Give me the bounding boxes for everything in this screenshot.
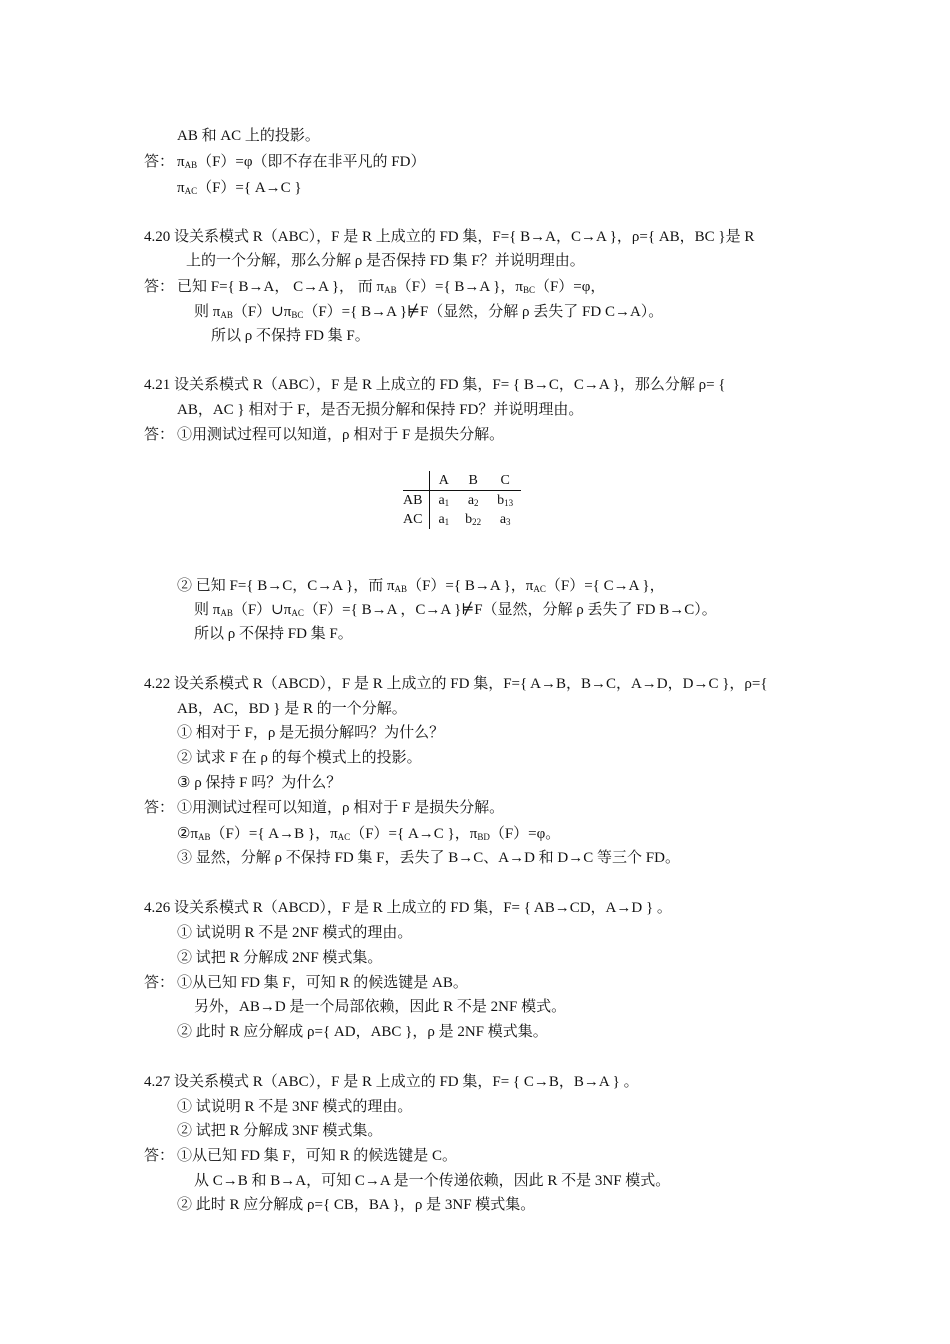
table-header: C — [489, 471, 521, 491]
answer-text: ② 此时 R 应分解成 ρ={ AD，ABC }，ρ 是 2NF 模式集。 — [177, 1024, 548, 1040]
table-cell: $b_{13}$ — [497, 492, 514, 508]
table-corner — [403, 471, 430, 491]
question-text: AB，AC } 相对于 F，是否无损分解和保持 FD？并说明理由。 — [177, 402, 584, 418]
table-cell: $b_{22}$ — [465, 511, 482, 527]
answer-text: 则 $\pi_{AB}(F)\cup\pi_{AC}(F)=${ B→A ，C→A }⊭F（显然，分解 ρ 丢失了 FD B→C）。 — [194, 602, 717, 618]
table-cell: $a_1$ — [438, 492, 450, 508]
answer-prefix: 答： — [144, 975, 175, 991]
table-cell: $a_1$ — [438, 511, 450, 527]
answer-prefix: 答： — [144, 800, 175, 816]
answer-text: ③ 显然，分解 ρ 不保持 FD 集 F，丢失了 B→C、A→D 和 D→C 等三个 FD。 — [177, 850, 680, 866]
row-label: AB — [403, 491, 430, 511]
answer-text: 则 $\pi_{AB}(F)\cup\pi_{BC}(F)=${ B→A }⊭F（显然，分解 ρ 丢失了 FD C→A）。 — [194, 304, 664, 320]
question-item: ③ ρ 保持 F 吗？为什么？ — [177, 775, 342, 791]
question-item: ② 试把 R 分解成 3NF 模式集。 — [177, 1123, 383, 1139]
table-cell: $a_3$ — [499, 511, 511, 527]
answer-prefix: 答： — [144, 1148, 175, 1164]
text-line: $\pi_{AB}(F)=\varphi$（即不存在非平凡的 FD） — [177, 154, 426, 170]
answer-prefix: 答： — [144, 154, 175, 170]
text-line: $\pi_{AC}(F)=${ A→C } — [177, 180, 302, 196]
question-text: 4.21 设关系模式 R（ABC），F 是 R 上成立的 FD 集，F= { B→C，C→A }，那么分解 ρ= { — [144, 377, 726, 393]
table-cell: $a_2$ — [467, 492, 479, 508]
table-header: B — [457, 471, 489, 491]
answer-text: ①从已知 FD 集 F，可知 R 的候选键是 AB。 — [177, 975, 468, 991]
answer-text: ①从已知 FD 集 F，可知 R 的候选键是 C。 — [177, 1148, 458, 1164]
table-row — [403, 491, 521, 511]
question-text: 4.22 设关系模式 R（ABCD），F 是 R 上成立的 FD 集，F={ A→B，B→C，A→D，D→C }，ρ={ — [144, 676, 768, 692]
answer-text: 所以 ρ 不保持 FD 集 F。 — [211, 328, 370, 344]
question-item: ① 相对于 F，ρ 是无损分解吗？为什么？ — [177, 725, 445, 741]
answer-text: ② 此时 R 应分解成 ρ={ CB，BA }，ρ 是 3NF 模式集。 — [177, 1197, 536, 1213]
table-header: A — [430, 471, 457, 491]
question-item: ② 试求 F 在 ρ 的每个模式上的投影。 — [177, 750, 422, 766]
question-item: ① 试说明 R 不是 2NF 模式的理由。 — [177, 925, 413, 941]
table-header-row — [403, 471, 521, 491]
question-text: 上的一个分解，那么分解 ρ 是否保持 FD 集 F？并说明理由。 — [186, 253, 585, 269]
question-text: 4.27 设关系模式 R（ABC），F 是 R 上成立的 FD 集，F= { C→B，B→A } 。 — [144, 1074, 639, 1090]
question-text: 4.20 设关系模式 R（ABC），F 是 R 上成立的 FD 集，F={ B→A，C→A }，ρ={ AB，BC }是 R — [144, 229, 755, 245]
answer-text: ①用测试过程可以知道，ρ 相对于 F 是损失分解。 — [177, 800, 505, 816]
answer-prefix: 答： — [144, 279, 175, 295]
question-text: AB，AC，BD } 是 R 的一个分解。 — [177, 701, 407, 717]
answer-text: 另外，AB→D 是一个局部依赖，因此 R 不是 2NF 模式。 — [194, 999, 567, 1015]
row-label: AC — [403, 510, 430, 529]
answer-prefix: 答： — [144, 427, 175, 443]
answer-text: $②\pi_{AB}(F)=${ A→B }，$\pi_{AC}(F)=${ A→C }，$\pi_{BD}(F)=\varphi$。 — [177, 826, 561, 842]
answer-text: ② 已知 F={ B→C，C→A }，而 $\pi_{AB}(F)=${ B→A }，$\pi_{AC}(F)=${ C→A }， — [177, 578, 665, 594]
question-item: ① 试说明 R 不是 3NF 模式的理由。 — [177, 1099, 413, 1115]
question-item: ② 试把 R 分解成 2NF 模式集。 — [177, 950, 383, 966]
lossless-test-table — [403, 471, 521, 529]
answer-text: 已知 F={ B→A， C→A }， 而 $\pi_{AB}(F)=${ B→A }，$\pi_{BC}(F)=\varphi$， — [177, 279, 606, 295]
answer-text: ①用测试过程可以知道，ρ 相对于 F 是损失分解。 — [177, 427, 505, 443]
table-row — [403, 510, 521, 529]
answer-text: 所以 ρ 不保持 FD 集 F。 — [194, 626, 353, 642]
text-line: AB 和 AC 上的投影。 — [177, 128, 320, 144]
answer-text: 从 C→B 和 B→A，可知 C→A 是一个传递依赖，因此 R 不是 3NF 模式。 — [194, 1173, 671, 1189]
question-text: 4.26 设关系模式 R（ABCD），F 是 R 上成立的 FD 集，F= { AB→CD，A→D } 。 — [144, 900, 672, 916]
